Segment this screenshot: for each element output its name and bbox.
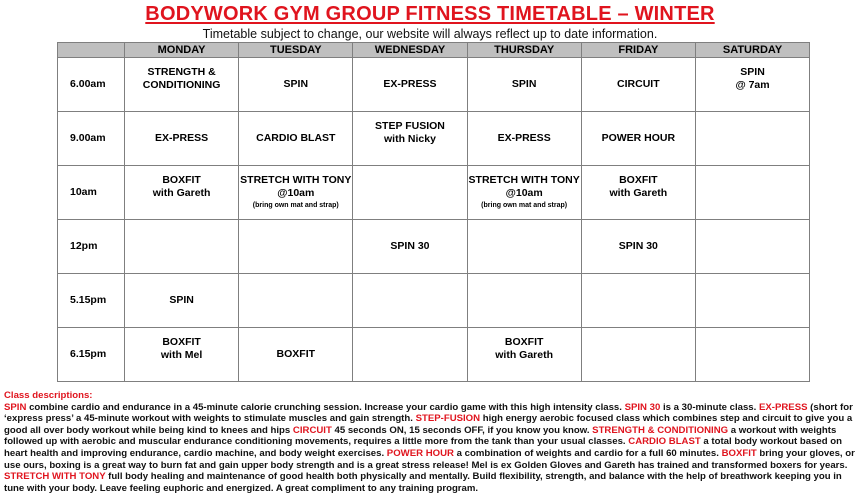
description-text: a workout with weights followed up with aerobic and muscular endurance conditioning movements, requires a little more from the tank than your usual classes. — [4, 424, 837, 448]
class-name-line: with Nicky — [384, 133, 436, 145]
timetable-row — [58, 274, 810, 328]
class-name-line: BOXFIT — [162, 174, 201, 186]
header-time-corner — [58, 43, 125, 58]
class-name-highlight: STRETCH WITH TONY — [4, 471, 106, 483]
class-name-line: EX-PRESS — [383, 78, 437, 90]
class-entry — [239, 58, 352, 91]
class-cell — [581, 166, 695, 220]
class-entry — [582, 274, 695, 282]
class-name-line: with Gareth — [609, 187, 668, 199]
timetable-row — [58, 328, 810, 382]
class-name-highlight: BOXFIT — [721, 447, 757, 459]
class-name-line: with Gareth — [495, 349, 554, 361]
timetable-row — [58, 112, 810, 166]
class-name-line: SPIN — [511, 78, 537, 90]
class-cell — [125, 274, 239, 328]
time-slot: 12pm — [58, 220, 125, 274]
header-day: FRIDAY — [581, 43, 695, 58]
class-name-line: SPIN 30 — [390, 240, 430, 252]
class-cell — [467, 166, 581, 220]
class-note: (bring own mat and strap) — [481, 202, 568, 209]
page-subtitle: Timetable subject to change, our website will always reflect up to date information. — [202, 27, 658, 41]
class-cell — [125, 58, 239, 112]
class-cell — [353, 274, 467, 328]
class-cell — [353, 328, 467, 382]
class-entry — [582, 112, 695, 145]
class-entry — [696, 220, 809, 228]
class-cell — [695, 274, 809, 328]
header-day: WEDNESDAY — [353, 43, 467, 58]
class-name-line: BOXFIT — [276, 348, 316, 360]
class-entry — [582, 166, 695, 200]
timetable-header-row — [58, 43, 810, 58]
header-day: THURSDAY — [467, 43, 581, 58]
class-entry — [468, 58, 581, 91]
class-cell — [695, 220, 809, 274]
class-entry — [468, 112, 581, 145]
class-cell — [125, 220, 239, 274]
class-entry — [696, 166, 809, 174]
class-name-line: CARDIO BLAST — [256, 132, 336, 144]
class-cell — [581, 58, 695, 112]
class-cell — [467, 112, 581, 166]
class-name-line: CONDITIONING — [142, 79, 221, 91]
class-name-line: BOXFIT — [619, 174, 658, 186]
class-cell — [467, 274, 581, 328]
description-text: 45 seconds ON, 15 seconds OFF, if you know you know. — [331, 424, 593, 436]
class-name-line: STRETCH WITH TONY — [468, 174, 580, 186]
class-cell — [695, 328, 809, 382]
page-title: BODYWORK GYM GROUP FITNESS TIMETABLE – WINTER — [145, 3, 715, 25]
description-text: is a 30-minute class. — [660, 401, 759, 413]
time-slot: 5.15pm — [58, 274, 125, 328]
class-cell — [695, 58, 809, 112]
class-name-highlight: SPIN 30 — [624, 401, 661, 413]
class-entry — [353, 220, 466, 253]
class-entry — [125, 166, 238, 200]
class-entry — [239, 166, 352, 210]
class-name-line: STRETCH WITH TONY — [240, 174, 352, 186]
class-name-line: EX-PRESS — [497, 132, 551, 144]
class-name-line: SPIN 30 — [618, 240, 658, 252]
time-slot: 6.00am — [58, 58, 125, 112]
class-entry — [696, 58, 809, 92]
class-name-line: STEP FUSION — [375, 120, 445, 132]
timetable-row — [58, 58, 810, 112]
header-day: TUESDAY — [239, 43, 353, 58]
class-entry — [468, 220, 581, 228]
description-text: a total body workout based on heart health and improving endurance, cardio machine, and body weight exercises. — [4, 436, 843, 459]
description-text: full body healing and maintenance of good health both physically and mentally. Build flexibility, strength, and balance with the help of breathwork keeping you in tune with your body. Leave feeling euphoric and energized. A great compliment to any training program. — [4, 471, 842, 494]
class-entry — [125, 58, 238, 92]
class-name-line: with Gareth — [152, 187, 211, 199]
class-name-line: with Mel — [160, 349, 203, 361]
class-cell — [239, 166, 353, 220]
time-slot: 9.00am — [58, 112, 125, 166]
class-cell — [125, 112, 239, 166]
class-cell — [239, 112, 353, 166]
timetable-row — [58, 220, 810, 274]
description-text: bring your gloves, or use ours, boxing is a great way to burn fat and gain upper body strength and is a great stress release! Mel is ex Golden Gloves and Gareth has trained and transformed boxers for years. — [4, 447, 855, 471]
class-name-line: SPIN — [283, 78, 309, 90]
class-entry — [696, 112, 809, 120]
class-cell — [239, 274, 353, 328]
description-text: high energy aerobic focused class which combines step and circuit to give you a good all over body workout while being kind to knees and hips — [4, 413, 853, 436]
class-cell — [467, 328, 581, 382]
class-entry — [468, 328, 581, 362]
class-name-line: SPIN — [169, 294, 194, 306]
class-entry — [582, 58, 695, 91]
time-slot: 10am — [58, 166, 125, 220]
class-entry — [468, 274, 581, 282]
class-cell — [353, 112, 467, 166]
class-entry — [239, 220, 352, 228]
class-cell — [239, 328, 353, 382]
class-cell — [353, 166, 467, 220]
header-day: SATURDAY — [695, 43, 809, 58]
description-text: (short for ‘express press’ a 45-minute workout with weights to stimulate muscles and gain strength. — [4, 401, 853, 425]
class-name-highlight: EX-PRESS — [758, 401, 808, 413]
class-name-line: BOXFIT — [504, 336, 544, 348]
class-note: (bring own mat and strap) — [252, 202, 339, 209]
class-name-line: STRENGTH & — [147, 66, 216, 78]
timetable-row — [58, 166, 810, 220]
class-cell — [239, 220, 353, 274]
class-entry — [353, 112, 466, 146]
class-name-line: POWER HOUR — [601, 132, 676, 144]
class-cell — [467, 58, 581, 112]
class-name-line: @ 7am — [735, 79, 770, 91]
class-name-line: EX-PRESS — [155, 132, 209, 144]
class-entry — [468, 166, 581, 210]
class-name-line: CIRCUIT — [617, 78, 660, 90]
class-entry — [125, 220, 238, 228]
class-name-highlight: STRENGTH & CONDITIONING — [592, 424, 729, 436]
class-entry — [239, 328, 352, 361]
class-name-highlight: CIRCUIT — [292, 424, 332, 436]
class-name-line: @10am — [277, 187, 315, 199]
class-entry — [125, 274, 238, 307]
class-name-highlight: SPIN — [4, 401, 27, 413]
class-entry — [582, 220, 695, 253]
description-text: a combination of weights and cardio for a full 60 minutes. — [453, 447, 722, 459]
class-name-highlight: CARDIO BLAST — [628, 436, 701, 448]
class-entry — [239, 274, 352, 282]
descriptions-body — [4, 402, 855, 494]
time-slot: 6.15pm — [58, 328, 125, 382]
class-entry — [125, 112, 238, 145]
class-entry — [353, 328, 466, 336]
class-entry — [353, 274, 466, 282]
class-cell — [125, 328, 239, 382]
class-entry — [696, 328, 809, 336]
timetable — [57, 42, 810, 382]
class-entry — [353, 58, 466, 91]
class-name-highlight: STEP-FUSION — [415, 413, 481, 425]
class-entry — [125, 328, 238, 362]
header-day: MONDAY — [125, 43, 239, 58]
class-entry — [239, 112, 352, 145]
class-cell — [581, 220, 695, 274]
class-cell — [695, 112, 809, 166]
class-name-line: @10am — [505, 187, 543, 199]
descriptions-heading: Class descriptions: — [4, 390, 93, 401]
class-descriptions — [4, 390, 856, 494]
class-cell — [239, 58, 353, 112]
class-name-line: SPIN — [740, 66, 765, 78]
class-cell — [581, 112, 695, 166]
class-name-highlight: POWER HOUR — [386, 447, 454, 459]
class-cell — [581, 328, 695, 382]
class-cell — [353, 220, 467, 274]
class-cell — [581, 274, 695, 328]
class-name-line: BOXFIT — [162, 336, 201, 348]
class-entry — [353, 166, 466, 174]
class-cell — [695, 166, 809, 220]
class-cell — [467, 220, 581, 274]
class-entry — [582, 328, 695, 336]
class-cell — [125, 166, 239, 220]
class-entry — [696, 274, 809, 282]
class-cell — [353, 58, 467, 112]
description-text: combine cardio and endurance in a 45-minute calorie crunching session. Increase your cardio game with this high intensity class. — [26, 401, 625, 413]
